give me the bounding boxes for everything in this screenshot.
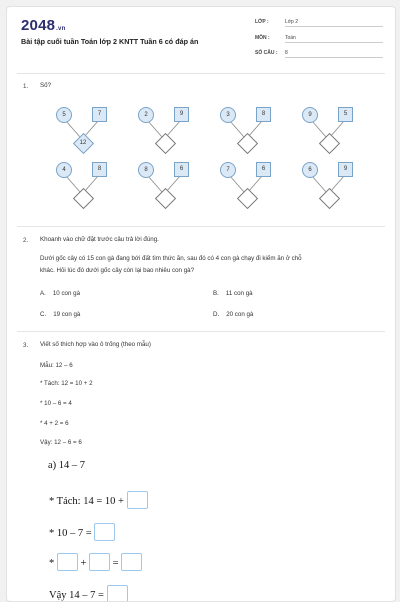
circle-number: 5 [56, 107, 72, 123]
example-line: Vậy: 12 – 6 = 6 [40, 439, 82, 446]
step-split: * Tách: 14 = 10 + [49, 491, 148, 509]
circle-number: 3 [220, 107, 236, 123]
answer-diamond[interactable] [155, 188, 176, 209]
field-label-count: SỐ CÂU : [255, 50, 278, 56]
answer-diamond[interactable] [319, 188, 340, 209]
example-line: * 4 + 2 = 6 [40, 420, 69, 427]
answer-diamond[interactable] [73, 188, 94, 209]
exercise-title: a) 14 – 7 [48, 460, 86, 471]
square-number: 7 [92, 107, 107, 122]
answer-box[interactable] [127, 491, 148, 509]
example-line: * 10 – 6 = 4 [40, 400, 72, 407]
example-line: * Tách: 12 = 10 + 2 [40, 380, 93, 387]
option-d[interactable]: D. 20 con gà [213, 311, 254, 318]
answer-box[interactable] [121, 553, 142, 571]
circle-number: 7 [220, 162, 236, 178]
result-value: 12 [79, 140, 87, 146]
question-3-prompt: Viết số thích hợp vào ô trống (theo mẫu) [40, 341, 151, 348]
square-number: 6 [256, 162, 271, 177]
divider [17, 226, 385, 227]
step-add: * + = [49, 553, 142, 571]
square-number: 8 [256, 107, 271, 122]
square-number: 5 [338, 107, 353, 122]
question-3-number: 3. [23, 342, 29, 349]
answer-diamond[interactable] [237, 188, 258, 209]
answer-box[interactable] [89, 553, 110, 571]
circle-number: 2 [138, 107, 154, 123]
field-label-subject: MÔN : [255, 35, 270, 41]
answer-diamond[interactable] [155, 133, 176, 154]
square-number: 9 [338, 162, 353, 177]
question-2-number: 2. [23, 237, 29, 244]
worksheet [6, 6, 396, 602]
circle-number: 4 [56, 162, 72, 178]
field-label-class: LỚP : [255, 19, 269, 25]
square-number: 9 [174, 107, 189, 122]
answer-box[interactable] [94, 523, 115, 541]
example-line: Mẫu: 12 – 6 [40, 362, 73, 369]
field-value-class: Lớp 2 [285, 19, 383, 27]
answer-box[interactable] [107, 585, 128, 602]
field-value-subject: Toán [285, 35, 383, 43]
option-a[interactable]: A. 10 con gà [40, 290, 81, 297]
step-subtract: * 10 – 7 = [49, 523, 115, 541]
question-2-prompt: Khoanh vào chữ đặt trước câu trả lời đúng. [40, 236, 159, 243]
question-2-body-line1: Dưới gốc cây có 15 con gà đang bới đất tìm thức ăn, sau đó có 4 con gà chạy đi kiếm ăn ở chỗ [40, 255, 302, 262]
question-2-body-line2: khác. Hỏi lúc đó dưới gốc cây còn lại bao nhiêu con gà? [40, 267, 195, 274]
circle-number: 6 [302, 162, 318, 178]
page-title: Bài tập cuối tuần Toán lớp 2 KNTT Tuần 6 có đáp án [21, 37, 199, 46]
answer-diamond[interactable] [319, 133, 340, 154]
circle-number: 9 [302, 107, 318, 123]
question-1-prompt: Số? [40, 82, 52, 89]
field-value-count: 8 [285, 50, 383, 58]
divider [17, 73, 385, 74]
option-c[interactable]: C. 19 con gà [40, 311, 81, 318]
question-1-number: 1. [23, 83, 29, 90]
connector-lines [7, 7, 395, 601]
divider [17, 331, 385, 332]
circle-number: 8 [138, 162, 154, 178]
answer-box[interactable] [57, 553, 78, 571]
square-number: 8 [92, 162, 107, 177]
option-b[interactable]: B. 11 con gà [213, 290, 253, 297]
site-logo[interactable]: 2048.vn [21, 17, 66, 34]
answer-diamond[interactable] [237, 133, 258, 154]
conclusion: Vậy 14 – 7 = [49, 585, 128, 602]
square-number: 6 [174, 162, 189, 177]
